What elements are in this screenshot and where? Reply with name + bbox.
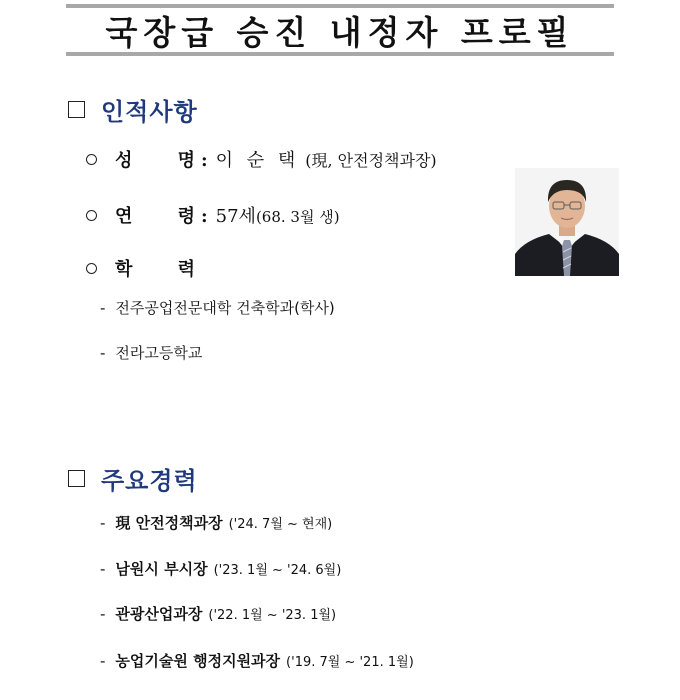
page-title: 국장급 승진 내정자 프로필 — [105, 12, 575, 52]
name-value: 이 순 택 — [215, 150, 300, 171]
name-label: 성 명 — [115, 150, 195, 171]
name-note: (現, 안전정책과장) — [305, 151, 437, 170]
career-item: - 남원시 부시장 ('23. 1월 ~ '24. 6월) — [100, 560, 342, 578]
checkbox-icon — [68, 101, 85, 118]
circle-bullet-icon — [86, 263, 97, 274]
section-personal — [68, 92, 198, 127]
section-career — [68, 461, 198, 496]
section-title-personal: 인적사항 — [101, 98, 198, 126]
section-title-career: 주요경력 — [101, 467, 198, 495]
education-row — [86, 255, 195, 281]
education-item: - 전주공업전문대학 건축학과(학사) — [100, 299, 335, 317]
age-value: 57세 — [215, 206, 256, 227]
career-item: - 농업기술원 행정지원과장 ('19. 7월 ~ '21. 1월) — [100, 652, 414, 670]
name-row — [86, 146, 437, 172]
colon: : — [201, 150, 208, 171]
profile-photo — [515, 168, 619, 276]
checkbox-icon — [68, 470, 85, 487]
career-item: - 現 안전정책과장 ('24. 7월 ~ 현재) — [100, 514, 333, 532]
education-item: - 전라고등학교 — [100, 344, 203, 362]
age-note: (68. 3월 생) — [255, 208, 340, 226]
career-item: - 관광산업과장 ('22. 1월 ~ '23. 1월) — [100, 605, 337, 623]
title-bar — [66, 4, 614, 56]
education-label: 학 력 — [115, 259, 195, 280]
circle-bullet-icon — [86, 154, 97, 165]
circle-bullet-icon — [86, 210, 97, 221]
age-row — [86, 202, 340, 228]
age-label: 연 령 — [115, 206, 195, 227]
colon: : — [201, 206, 208, 227]
person-portrait-icon — [515, 168, 619, 276]
